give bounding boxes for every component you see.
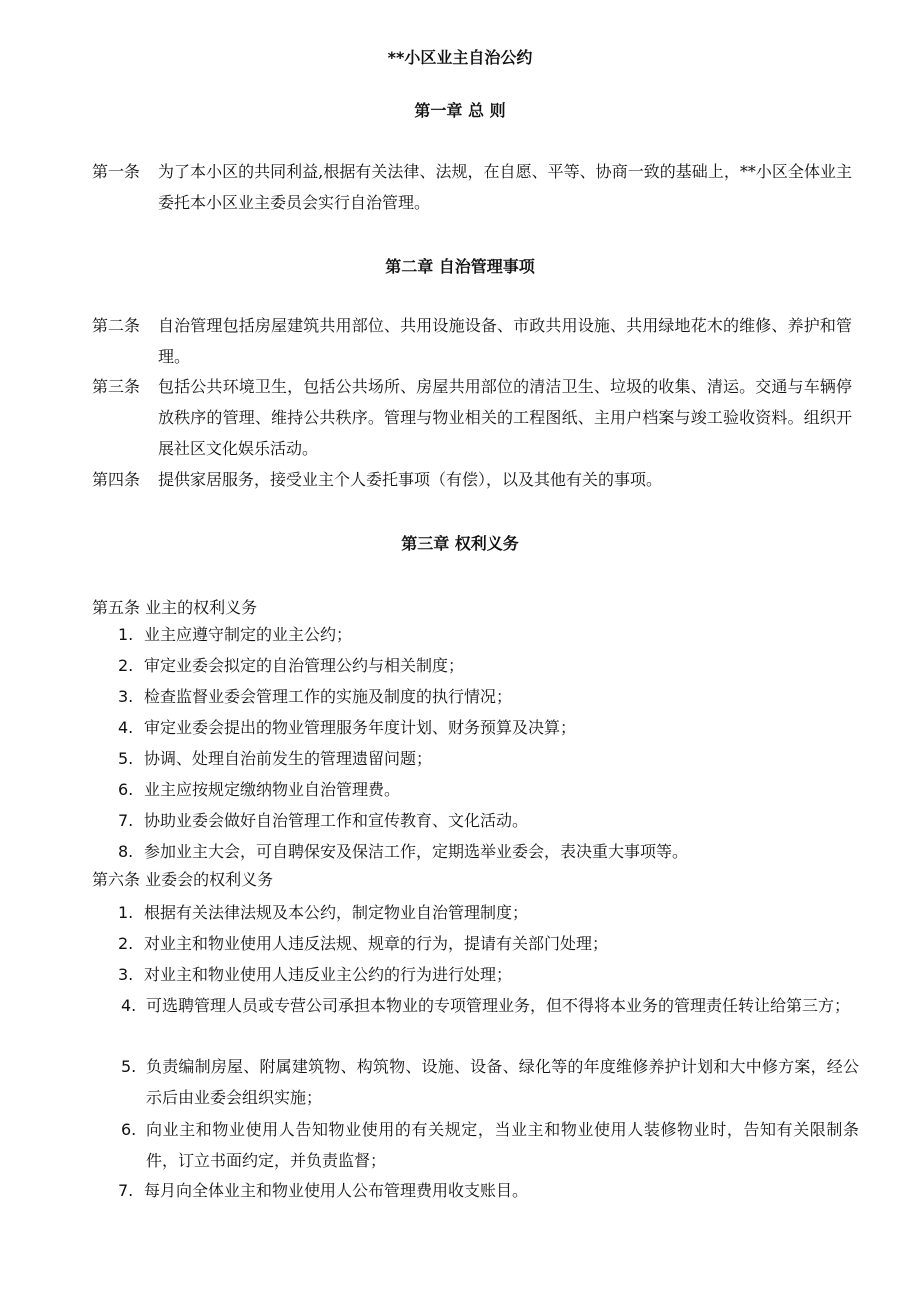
list-item-number: 7.	[118, 1181, 134, 1200]
list-item-number: 6.	[118, 780, 134, 799]
list-item-number: 8.	[118, 842, 134, 861]
list-item-number: 3.	[118, 965, 134, 984]
list-item	[118, 743, 858, 774]
chapter-3-title: 第三章 权利义务	[401, 534, 519, 553]
list-item-number: 1.	[118, 625, 134, 644]
list-item-text: 对业主和物业使用人违反法规、规章的行为，提请有关部门处理；	[144, 934, 609, 953]
list-item	[118, 897, 858, 928]
document-title: **小区业主自治公约	[387, 48, 533, 67]
list-item	[121, 990, 859, 1021]
article-2-label: 第二条	[92, 316, 141, 335]
list-item-text: 业主应遵守制定的业主公约；	[144, 625, 353, 644]
article-1-text: 为了本小区的共同利益,根据有关法律、法规，在自愿、平等、协商一致的基础上，**小区全体业主委托本小区业主委员会实行自治管理。	[158, 162, 852, 212]
list-item-number: 4.	[118, 718, 134, 737]
list-item-number: 5.	[121, 1057, 137, 1076]
list-item-text: 负责编制房屋、附属建筑物、构筑物、设施、设备、绿化等的年度维修养护计划和大中修方案，经公示后由业委会组织实施；	[146, 1057, 859, 1107]
list-item-number: 7.	[118, 811, 134, 830]
article-6-heading: 第六条 业委会的权利义务	[92, 870, 274, 889]
list-item	[121, 1114, 859, 1176]
list-item-text: 业主应按规定缴纳物业自治管理费。	[144, 780, 401, 799]
list-item-text: 可选聘管理人员或专营公司承担本物业的专项管理业务，但不得将本业务的管理责任转让给第三方；	[146, 996, 851, 1015]
chapter-1-title: 第一章 总 则	[414, 101, 506, 120]
list-item	[118, 928, 858, 959]
article-3-text: 包括公共环境卫生，包括公共场所、房屋共用部位的清洁卫生、垃圾的收集、清运。交通与车辆停放秩序的管理、维持公共秩序。管理与物业相关的工程图纸、主用户档案与竣工验收资料。组织开展社区文化娱乐活动。	[158, 377, 852, 458]
list-item	[118, 774, 858, 805]
list-item	[118, 650, 858, 681]
article-3-label: 第三条	[92, 377, 141, 396]
list-item	[118, 1175, 858, 1206]
list-item-text: 向业主和物业使用人告知物业使用的有关规定，当业主和物业使用人装修物业时，告知有关限制条件，订立书面约定，并负责监督；	[146, 1120, 859, 1170]
list-item-text: 根据有关法律法规及本公约，制定物业自治管理制度；	[144, 903, 529, 922]
article-5-heading: 第五条 业主的权利义务	[92, 598, 258, 617]
article-2	[92, 310, 852, 372]
list-item-number: 3.	[118, 687, 134, 706]
list-item-number: 6.	[121, 1120, 137, 1139]
list-item-text: 审定业委会拟定的自治管理公约与相关制度；	[144, 656, 465, 675]
list-item-text: 协助业委会做好自治管理工作和宣传教育、文化活动。	[144, 811, 529, 830]
list-item-text: 检查监督业委会管理工作的实施及制度的执行情况；	[144, 687, 513, 706]
article-4-text: 提供家居服务，接受业主个人委托事项（有偿），以及其他有关的事项。	[158, 470, 663, 489]
list-item	[118, 836, 858, 867]
list-item-number: 2.	[118, 934, 134, 953]
list-item	[118, 805, 858, 836]
list-item	[118, 681, 858, 712]
list-item	[121, 1051, 859, 1113]
list-item-text: 对业主和物业使用人违反业主公约的行为进行处理；	[144, 965, 513, 984]
article-4	[92, 464, 852, 495]
article-1	[92, 156, 852, 218]
list-item-number: 2.	[118, 656, 134, 675]
list-item-number: 4.	[121, 996, 137, 1015]
list-item	[118, 959, 858, 990]
list-item	[118, 712, 858, 743]
list-item-text: 审定业委会提出的物业管理服务年度计划、财务预算及决算；	[144, 718, 577, 737]
list-item	[118, 619, 858, 650]
list-item-number: 1.	[118, 903, 134, 922]
article-3	[92, 371, 852, 464]
chapter-2-title: 第二章 自治管理事项	[385, 257, 535, 276]
list-item-number: 5.	[118, 749, 134, 768]
list-item-text: 参加业主大会，可自聘保安及保洁工作，定期选举业委会，表决重大事项等。	[144, 842, 689, 861]
list-item-text: 每月向全体业主和物业使用人公布管理费用收支账目。	[144, 1181, 529, 1200]
article-2-text: 自治管理包括房屋建筑共用部位、共用设施设备、市政共用设施、共用绿地花木的维修、养护和管理。	[158, 316, 852, 366]
article-1-label: 第一条	[92, 162, 141, 181]
list-item-text: 协调、处理自治前发生的管理遗留问题；	[144, 749, 433, 768]
article-4-label: 第四条	[92, 470, 141, 489]
